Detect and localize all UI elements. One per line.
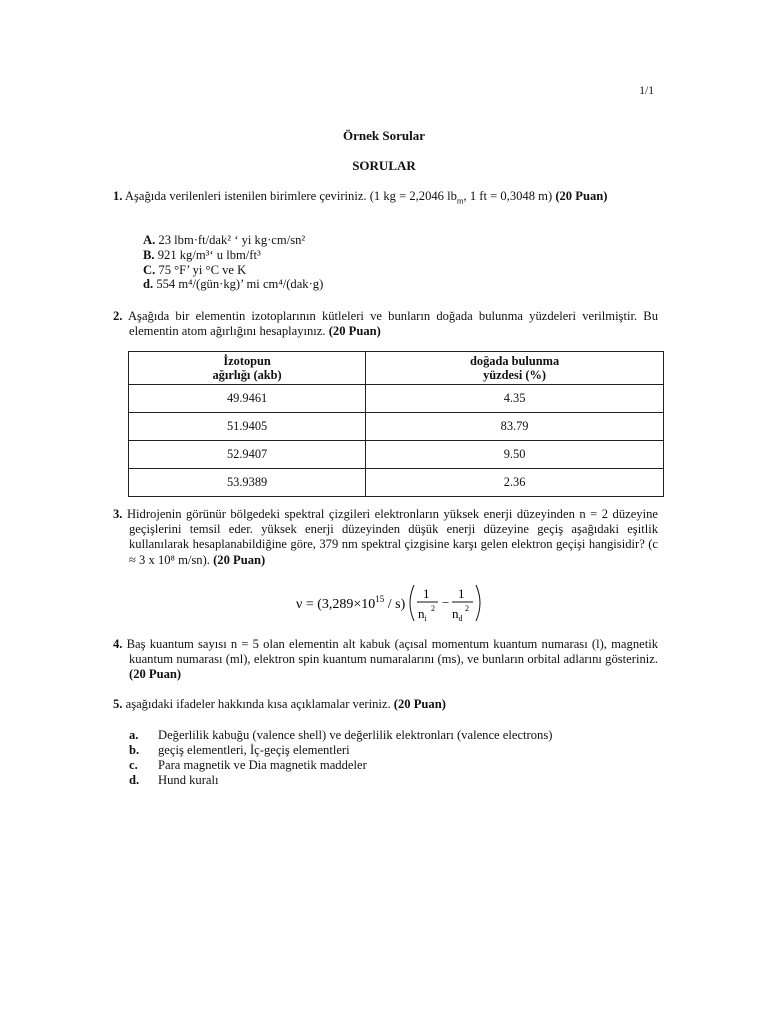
question-1-items (143, 233, 323, 292)
table-header-row (129, 352, 664, 385)
question-1-item: B. 921 kg/m³‘ u lbm/ft³ (143, 247, 261, 262)
question-1-text-b: , 1 ft = 0,3048 m) (463, 189, 556, 203)
question-5 (113, 697, 658, 712)
question-2-text: Aşağıda bir elementin izotoplarının kütleleri ve bunların doğada bulunma yüzdeleri verilmiştir. Bu elementin atom ağırlığını hesaplayınız. (127, 309, 658, 339)
table-row: 53.9389 2.36 (129, 469, 664, 497)
table-row: 49.9461 4.35 (129, 385, 664, 413)
question-1 (113, 189, 658, 204)
svg-text:−: − (442, 595, 450, 610)
question-4-text: Baş kuantum sayısı n = 5 olan elementin alt kabuk (açısal momentum kuantum numarası (l), magnetik kuantum numarası (ml), elektron spin kuantum numaralarını (ms), ve bunların orbital adlarını gösteriniz. (126, 637, 658, 667)
svg-text:1: 1 (423, 586, 430, 601)
question-3-text: Hidrojenin görünür bölgedeki spektral çizgileri elektronların yüksek enerji düzeyinden n = 2 düzeyine geçişlerini temsil eder. yüksek enerji düzeyinden düşük enerji düzeyine geçiş aşağıdaki eşitlik kullanılarak hesaplanabildiğine göre, 379 nm spektral çizgisine karşı gelen elektron geçişi hangisidir? (c ≈ 3 x 10⁸ m/sn). (126, 507, 658, 567)
table-row: 51.9405 83.79 (129, 413, 664, 441)
question-3 (113, 507, 658, 568)
question-2-number: 2. (113, 309, 123, 323)
document-title: Örnek Sorular (343, 128, 425, 143)
svg-text:ν = (3,289×1015 / s): $\nu = (3,289\times 10^{15} / s)$ (296, 594, 406, 612)
question-3-points: (20 Puan) (213, 552, 266, 567)
list-item: d. Hund kuralı (129, 773, 219, 787)
rydberg-formula (296, 580, 496, 631)
question-2 (113, 309, 658, 339)
question-1-text-a: Aşağıda verilenleri istenilen birimlere çeviriniz. (1 kg = 2,2046 lb (124, 189, 457, 203)
question-2-points: (20 Puan) (328, 324, 381, 339)
question-4-number: 4. (113, 637, 123, 651)
column-header-mass: İzotopun ağırlığı (akb) (129, 352, 366, 385)
svg-text:1: 1 (458, 586, 465, 601)
question-1-text-sub: m (456, 195, 464, 206)
question-5-number: 5. (113, 697, 123, 711)
question-5-items (129, 728, 552, 788)
question-4 (113, 637, 658, 683)
column-header-abundance: doğada bulunma yüzdesi (%) (366, 352, 664, 385)
question-1-item: d. 554 m⁴/(gün·kg)’ mi cm⁴/(dak·g) (143, 277, 324, 292)
page-number: 1/1 (639, 85, 654, 97)
question-5-text: aşağıdaki ifadeler hakkında kısa açıklamalar veriniz. (122, 697, 394, 711)
question-3-number: 3. (113, 507, 123, 521)
isotope-table (128, 351, 664, 497)
table-row: 52.9407 9.50 (129, 441, 664, 469)
question-1-points: (20 Puan) (555, 189, 608, 203)
svg-text:nd: $n_d$ (452, 606, 463, 623)
question-5-points: (20 Puan) (393, 697, 446, 711)
list-item: a. Değerlilik kabuğu (valence shell) ve değerlilik elektronları (valence electrons) (129, 728, 553, 742)
list-item: b. geçiş elementleri, İç-geçiş elementleri (129, 743, 350, 757)
formula-graphic (296, 580, 496, 626)
question-4-points: (20 Puan) (129, 667, 182, 682)
section-title: SORULAR (352, 158, 416, 173)
svg-text:ni: $n_i$ (418, 606, 427, 623)
svg-text:2: 2 (465, 604, 469, 613)
list-item: c. Para magnetik ve Dia magnetik maddeler (129, 758, 367, 772)
svg-text:2: 2 (431, 604, 435, 613)
question-1-item: A. 23 lbm·ft/dak² ‘ yi kg·cm/sn² (143, 233, 306, 247)
question-1-number: 1. (113, 189, 123, 203)
question-1-item: C. 75 °F’ yi °C ve K (143, 262, 247, 277)
